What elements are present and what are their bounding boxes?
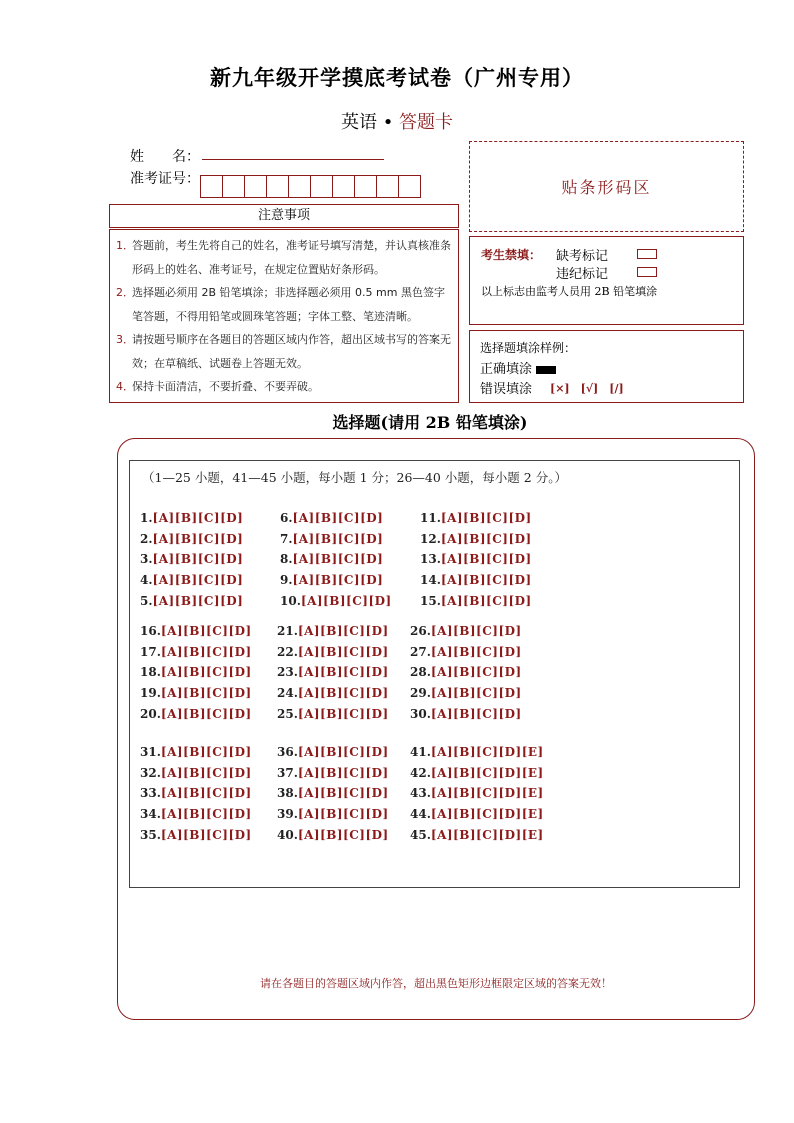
id-digit-box[interactable] bbox=[266, 175, 289, 198]
answer-bubbles[interactable]: [A][B][C][D] bbox=[160, 624, 252, 638]
answer-bubbles[interactable]: [A][B][C][D] bbox=[292, 552, 384, 567]
correct-fill-label bbox=[480, 358, 556, 377]
question-row bbox=[140, 511, 243, 525]
question-number: 39. bbox=[277, 807, 298, 822]
answer-bubbles[interactable]: [A][B][C][D] bbox=[430, 665, 522, 680]
id-digit-box[interactable] bbox=[354, 175, 377, 198]
answer-bubbles[interactable]: [A][B][C][D] bbox=[297, 706, 389, 721]
page-subtitle bbox=[0, 108, 794, 134]
question-row bbox=[277, 745, 389, 759]
question-row bbox=[280, 511, 383, 525]
question-row bbox=[140, 594, 243, 608]
question-row bbox=[140, 573, 243, 587]
notice-item-text: 选择题必须用 2B 铅笔填涂；非选择题必须用 0.5 mm 黑色签字笔答题，不得用铅笔或圆珠笔答题；字体工整、笔迹清晰。 bbox=[132, 286, 445, 323]
question-row bbox=[140, 766, 252, 780]
question-number: 7. bbox=[280, 531, 293, 546]
section-instructions: （1—25 小题，41—45 小题，每小题 1 分；26—40 小题，每小题 2 分。） bbox=[142, 470, 567, 485]
page-title: 新九年级开学摸底考试卷（广州专用） bbox=[210, 65, 584, 90]
answer-bubbles[interactable]: [A][B][C][D] bbox=[160, 706, 252, 721]
question-row bbox=[140, 552, 243, 566]
id-digit-box[interactable] bbox=[288, 175, 311, 198]
question-row bbox=[420, 532, 532, 546]
question-row bbox=[280, 552, 383, 566]
notice-heading: 注意事项 bbox=[109, 204, 459, 228]
question-row bbox=[140, 665, 252, 679]
notice-body bbox=[109, 229, 459, 403]
question-number: 34. bbox=[140, 807, 161, 822]
notice-item-number: 4． bbox=[116, 380, 134, 393]
answer-bubbles[interactable]: [A][B][C][D][E] bbox=[430, 786, 544, 801]
question-number: 43. bbox=[410, 786, 431, 801]
barcode-area bbox=[469, 141, 744, 232]
question-number: 15. bbox=[420, 593, 441, 608]
id-digit-box[interactable] bbox=[332, 175, 355, 198]
answer-bubbles[interactable]: [A][B][C][D] bbox=[152, 511, 244, 525]
question-row bbox=[277, 707, 389, 721]
question-number: 4. bbox=[140, 573, 153, 588]
notice-item bbox=[116, 281, 452, 328]
question-row bbox=[410, 745, 544, 759]
answer-bubbles[interactable]: [A][B][C][D][E] bbox=[430, 827, 544, 842]
question-row bbox=[140, 532, 243, 546]
question-number: 16. bbox=[140, 624, 161, 638]
question-row bbox=[420, 594, 532, 608]
question-row bbox=[410, 786, 544, 800]
question-number: 13. bbox=[420, 552, 441, 567]
barcode-label: 贴条形码区 bbox=[561, 178, 652, 197]
id-digit-box[interactable] bbox=[376, 175, 399, 198]
question-row bbox=[277, 807, 389, 821]
question-row bbox=[277, 828, 389, 842]
notice-item bbox=[116, 234, 452, 281]
answer-bubbles[interactable]: [A][B][C][D][E] bbox=[430, 745, 544, 759]
question-number: 8. bbox=[280, 552, 293, 567]
question-number: 1. bbox=[140, 511, 153, 525]
answer-bubbles[interactable]: [A][B][C][D] bbox=[160, 786, 252, 801]
question-row bbox=[277, 686, 389, 700]
question-row bbox=[140, 645, 252, 659]
answer-bubbles[interactable]: [A][B][C][D] bbox=[430, 706, 522, 721]
question-row bbox=[410, 624, 522, 638]
question-row bbox=[140, 624, 252, 638]
question-row bbox=[140, 828, 252, 842]
id-digit-box[interactable] bbox=[222, 175, 245, 198]
question-number: 3. bbox=[140, 552, 153, 567]
absent-label: 缺考标记 bbox=[556, 249, 609, 264]
answer-bubbles[interactable]: [A][B][C][D] bbox=[152, 593, 244, 608]
question-number: 10. bbox=[280, 593, 301, 608]
answer-bubbles[interactable]: [A][B][C][D] bbox=[292, 511, 384, 525]
question-number: 38. bbox=[277, 786, 298, 801]
question-number: 25. bbox=[277, 706, 298, 721]
wrong-fill-label: 错误填涂 bbox=[480, 382, 533, 397]
question-row bbox=[410, 665, 522, 679]
answer-bubbles[interactable]: [A][B][C][D] bbox=[297, 686, 389, 701]
question-row bbox=[140, 707, 252, 721]
answer-bubbles[interactable]: [A][B][C][D] bbox=[152, 552, 244, 567]
question-number: 23. bbox=[277, 665, 298, 680]
question-number: 21. bbox=[277, 624, 298, 638]
answer-bubbles[interactable]: [A][B][C][D] bbox=[297, 624, 389, 638]
wrong-fill-marks: [×] [√] [/] bbox=[550, 382, 624, 395]
notice-item bbox=[116, 328, 452, 375]
question-number: 37. bbox=[277, 765, 298, 780]
question-row bbox=[420, 511, 532, 525]
question-row bbox=[140, 686, 252, 700]
question-number: 2. bbox=[140, 531, 153, 546]
answer-bubbles[interactable]: [A][B][C][D] bbox=[440, 573, 532, 588]
question-number: 29. bbox=[410, 686, 431, 701]
question-row bbox=[410, 828, 544, 842]
question-row bbox=[410, 645, 522, 659]
question-number: 33. bbox=[140, 786, 161, 801]
question-number: 35. bbox=[140, 827, 161, 842]
question-number: 36. bbox=[277, 745, 298, 759]
answer-bubbles[interactable]: [A][B][C][D] bbox=[152, 573, 244, 588]
question-row bbox=[140, 745, 252, 759]
question-row bbox=[420, 573, 532, 587]
answer-bubbles[interactable]: [A][B][C][D] bbox=[292, 531, 384, 546]
question-number: 5. bbox=[140, 593, 153, 608]
answer-bubbles[interactable]: [A][B][C][D] bbox=[160, 665, 252, 680]
question-number: 19. bbox=[140, 686, 161, 701]
question-number: 40. bbox=[277, 827, 298, 842]
absent-mark-box[interactable] bbox=[637, 249, 657, 259]
answer-bubbles[interactable]: [A][B][C][D] bbox=[152, 531, 244, 546]
answer-bubbles[interactable]: [A][B][C][D][E] bbox=[430, 807, 544, 822]
id-digit-box[interactable] bbox=[310, 175, 333, 198]
question-row bbox=[420, 552, 532, 566]
question-number: 32. bbox=[140, 765, 161, 780]
question-row bbox=[277, 786, 389, 800]
answer-bubbles[interactable]: [A][B][C][D][E] bbox=[430, 765, 544, 780]
answer-bubbles[interactable]: [A][B][C][D] bbox=[297, 765, 389, 780]
notice-item-number: 2． bbox=[116, 286, 134, 299]
answer-bubbles[interactable]: [A][B][C][D] bbox=[430, 686, 522, 701]
question-row bbox=[277, 766, 389, 780]
question-number: 27. bbox=[410, 644, 431, 659]
notice-item-number: 1． bbox=[116, 239, 134, 252]
notice-item-text: 请按题号顺序在各题目的答题区域内作答，超出区域书写的答案无效；在草稿纸、试题卷上答题无效。 bbox=[132, 333, 451, 370]
question-row bbox=[140, 786, 252, 800]
violation-label: 违纪标记 bbox=[556, 267, 609, 282]
question-number: 12. bbox=[420, 531, 441, 546]
answer-bubbles[interactable]: [A][B][C][D] bbox=[430, 644, 522, 659]
answer-bubbles[interactable]: [A][B][C][D] bbox=[297, 827, 389, 842]
question-row bbox=[277, 624, 389, 638]
name-label: 姓 名： bbox=[130, 149, 200, 165]
question-number: 14. bbox=[420, 573, 441, 588]
id-label: 准考证号： bbox=[130, 171, 200, 187]
question-row bbox=[280, 532, 383, 546]
question-number: 26. bbox=[410, 624, 431, 638]
fill-sample-title: 选择题填涂样例： bbox=[480, 341, 577, 355]
answer-bubbles[interactable]: [A][B][C][D] bbox=[160, 686, 252, 701]
question-row bbox=[410, 807, 544, 821]
question-number: 20. bbox=[140, 706, 161, 721]
answer-bubbles[interactable]: [A][B][C][D] bbox=[297, 665, 389, 680]
answer-bubbles[interactable]: [A][B][C][D] bbox=[160, 644, 252, 659]
answer-bubbles[interactable]: [A][B][C][D] bbox=[430, 624, 522, 638]
answer-bubbles[interactable]: [A][B][C][D] bbox=[297, 644, 389, 659]
answer-bubbles[interactable]: [A][B][C][D] bbox=[160, 765, 252, 780]
question-row bbox=[410, 686, 522, 700]
id-boxes bbox=[200, 175, 420, 198]
notice-item-number: 3． bbox=[116, 333, 134, 346]
notice-item-text: 保持卡面清洁，不要折叠、不要弄破。 bbox=[132, 380, 319, 393]
question-number: 28. bbox=[410, 665, 431, 680]
question-row bbox=[410, 707, 522, 721]
question-number: 31. bbox=[140, 745, 161, 759]
violation-mark-box[interactable] bbox=[637, 267, 657, 277]
answer-bubbles[interactable]: [A][B][C][D] bbox=[300, 593, 392, 608]
forbid-label: 考生禁填： bbox=[481, 248, 542, 262]
answer-bubbles[interactable]: [A][B][C][D] bbox=[440, 531, 532, 546]
answer-bubbles[interactable]: [A][B][C][D] bbox=[160, 807, 252, 822]
question-row bbox=[410, 766, 544, 780]
answer-bubbles[interactable]: [A][B][C][D] bbox=[160, 745, 252, 759]
question-number: 11. bbox=[420, 511, 441, 525]
answer-bubbles[interactable]: [A][B][C][D] bbox=[440, 552, 532, 567]
answer-bubbles[interactable]: [A][B][C][D] bbox=[440, 593, 532, 608]
question-number: 44. bbox=[410, 807, 431, 822]
notice-item-text: 答题前，考生先将自己的姓名，准考证号填写清楚，并认真核准条形码上的姓名、准考证号，在规定位置贴好条形码。 bbox=[132, 239, 451, 276]
question-number: 22. bbox=[277, 644, 298, 659]
question-number: 30. bbox=[410, 706, 431, 721]
filled-mark-sample bbox=[536, 366, 556, 374]
question-number: 6. bbox=[280, 511, 293, 525]
question-row bbox=[140, 807, 252, 821]
question-number: 24. bbox=[277, 686, 298, 701]
question-row bbox=[280, 594, 392, 608]
section-title: 选择题(请用 2B 铅笔填涂) bbox=[332, 413, 528, 432]
footer-warning: 请在各题目的答题区域内作答，超出黑色矩形边框限定区域的答案无效！ bbox=[260, 977, 612, 990]
name-field[interactable] bbox=[202, 158, 384, 160]
id-digit-box[interactable] bbox=[398, 175, 421, 198]
id-digit-box[interactable] bbox=[244, 175, 267, 198]
answer-bubbles[interactable]: [A][B][C][D] bbox=[297, 807, 389, 822]
forbid-note: 以上标志由监考人员用 2B 铅笔填涂 bbox=[481, 285, 658, 298]
question-number: 41. bbox=[410, 745, 431, 759]
question-row bbox=[277, 645, 389, 659]
notice-item bbox=[116, 375, 452, 399]
subject-label: 英语 bbox=[340, 112, 377, 133]
question-number: 17. bbox=[140, 644, 161, 659]
question-row bbox=[277, 665, 389, 679]
answer-bubbles[interactable]: [A][B][C][D] bbox=[297, 745, 389, 759]
id-digit-box[interactable] bbox=[200, 175, 223, 198]
subtitle-separator: • bbox=[382, 112, 394, 133]
answer-bubbles[interactable]: [A][B][C][D] bbox=[440, 511, 532, 525]
card-label: 答题卡 bbox=[399, 112, 454, 133]
answer-bubbles[interactable]: [A][B][C][D] bbox=[297, 786, 389, 801]
question-number: 42. bbox=[410, 765, 431, 780]
question-row bbox=[280, 573, 383, 587]
correct-fill-text: 正确填涂 bbox=[480, 362, 533, 377]
answer-bubbles[interactable]: [A][B][C][D] bbox=[160, 827, 252, 842]
question-number: 9. bbox=[280, 573, 293, 588]
answer-bubbles[interactable]: [A][B][C][D] bbox=[292, 573, 384, 588]
question-number: 45. bbox=[410, 827, 431, 842]
question-number: 18. bbox=[140, 665, 161, 680]
